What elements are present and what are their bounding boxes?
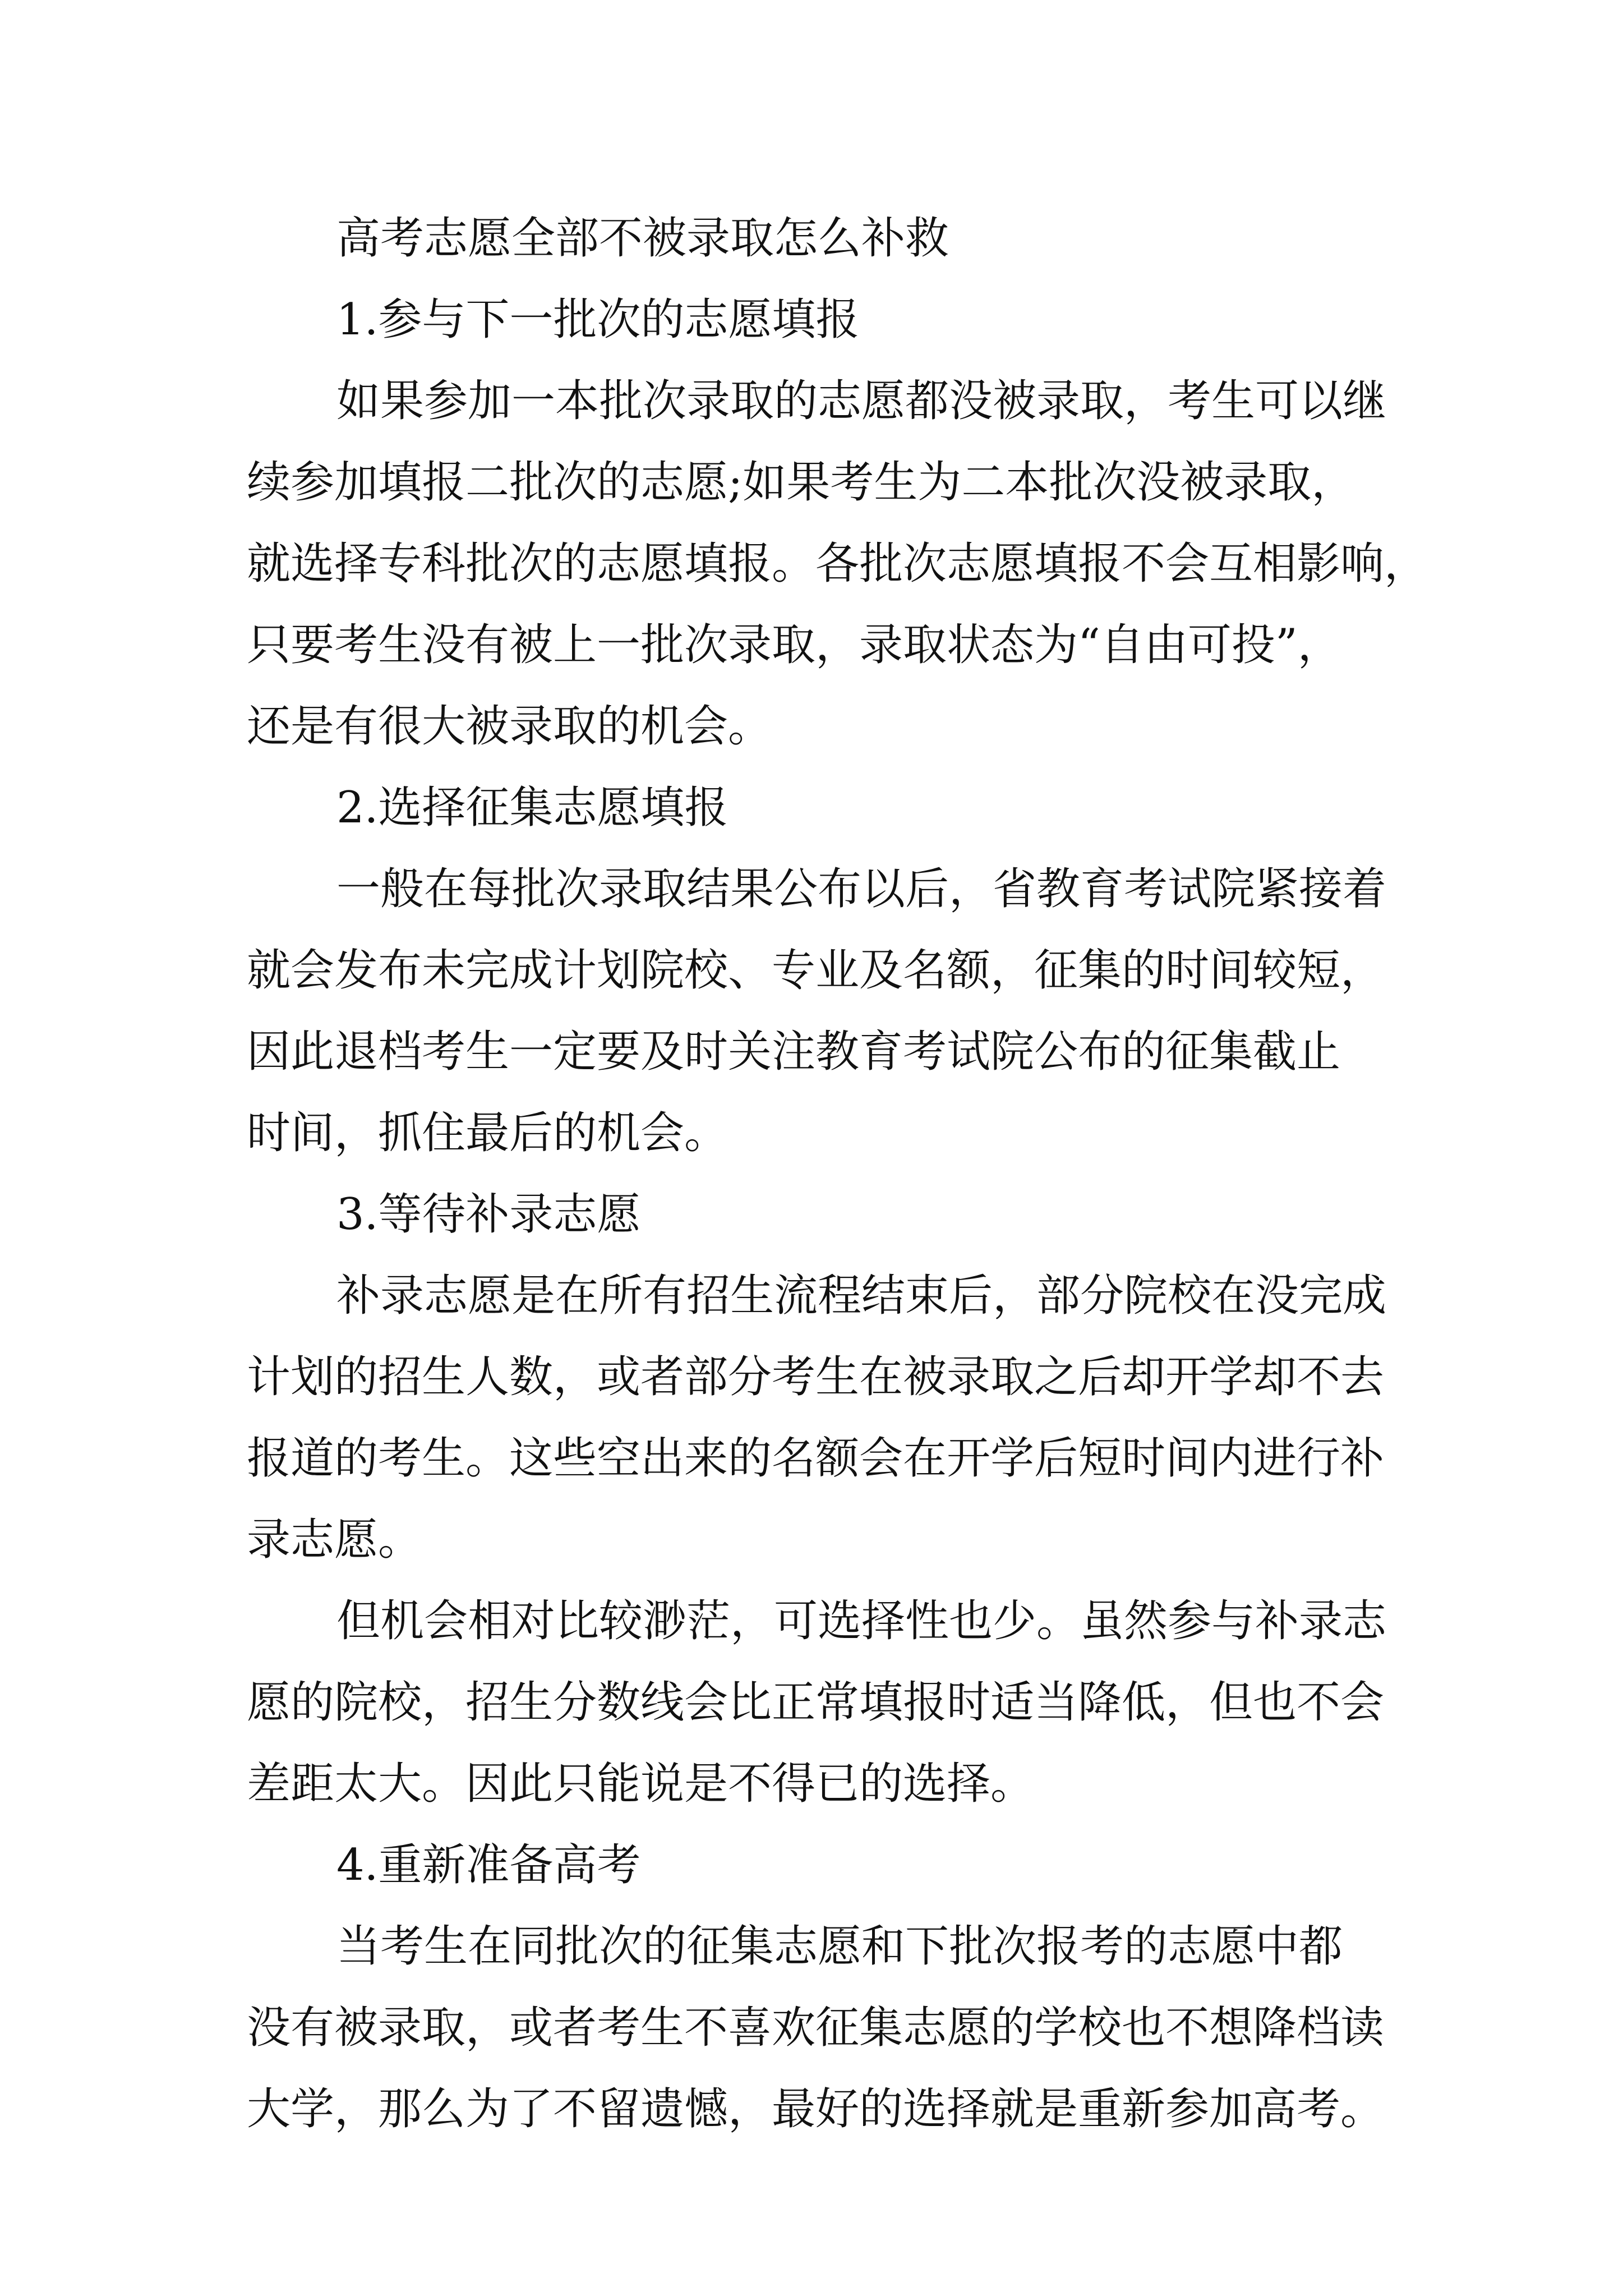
- paragraph-line: 补录志愿是在所有招生流程结束后，部分院校在没完成: [336, 1271, 1387, 1321]
- document-title: 高考志愿全部不被录取怎么补救: [336, 213, 949, 264]
- paragraph-line: 续参加填报二批次的志愿;如果考生为二本批次没被录取，: [247, 457, 1355, 508]
- paragraph-line: 计划的招生人数，或者部分考生在被录取之后却开学却不去: [247, 1352, 1385, 1402]
- paragraph-line: 就选择专科批次的志愿填报。各批次志愿填报不会互相影响，: [247, 539, 1428, 589]
- paragraph-line: 只要考生没有被上一批次录取，录取状态为“自由可投”，: [247, 620, 1341, 670]
- paragraph-line: 当考生在同批次的征集志愿和下批次报考的志愿中都: [336, 1921, 1343, 1972]
- paragraph-line: 一般在每批次录取结果公布以后，省教育考试院紧接着: [336, 864, 1387, 914]
- paragraph-line: 时间，抓住最后的机会。: [247, 1108, 728, 1158]
- paragraph-line: 还是有很大被录取的机会。: [247, 701, 772, 752]
- section-heading-3: 3.等待补录志愿: [336, 1189, 641, 1240]
- paragraph-line: 大学，那么为了不留遗憾，最好的选择就是重新参加高考。: [247, 2084, 1385, 2134]
- paragraph-line: 差距太大。因此只能说是不得已的选择。: [247, 1759, 1035, 1809]
- paragraph-line: 如果参加一本批次录取的志愿都没被录取，考生可以继: [336, 376, 1387, 426]
- paragraph-line: 但机会相对比较渺茫，可选择性也少。虽然参与补录志: [336, 1596, 1387, 1646]
- paragraph-line: 因此退档考生一定要及时关注教育考试院公布的征集截止: [247, 1027, 1341, 1077]
- paragraph-line: 报道的考生。这些空出来的名额会在开学后短时间内进行补: [247, 1433, 1385, 1484]
- paragraph-line: 录志愿。: [247, 1515, 422, 1565]
- paragraph-line: 就会发布未完成计划院校、专业及名额，征集的时间较短，: [247, 945, 1385, 996]
- section-heading-2: 2.选择征集志愿填报: [336, 783, 728, 833]
- section-heading-4: 4.重新准备高考: [336, 1840, 641, 1890]
- paragraph-line: 没有被录取，或者考生不喜欢征集志愿的学校也不想降档读: [247, 2003, 1385, 2053]
- paragraph-line: 愿的院校，招生分数线会比正常填报时适当降低，但也不会: [247, 1677, 1385, 1728]
- section-heading-1: 1.参与下一批次的志愿填报: [336, 295, 860, 345]
